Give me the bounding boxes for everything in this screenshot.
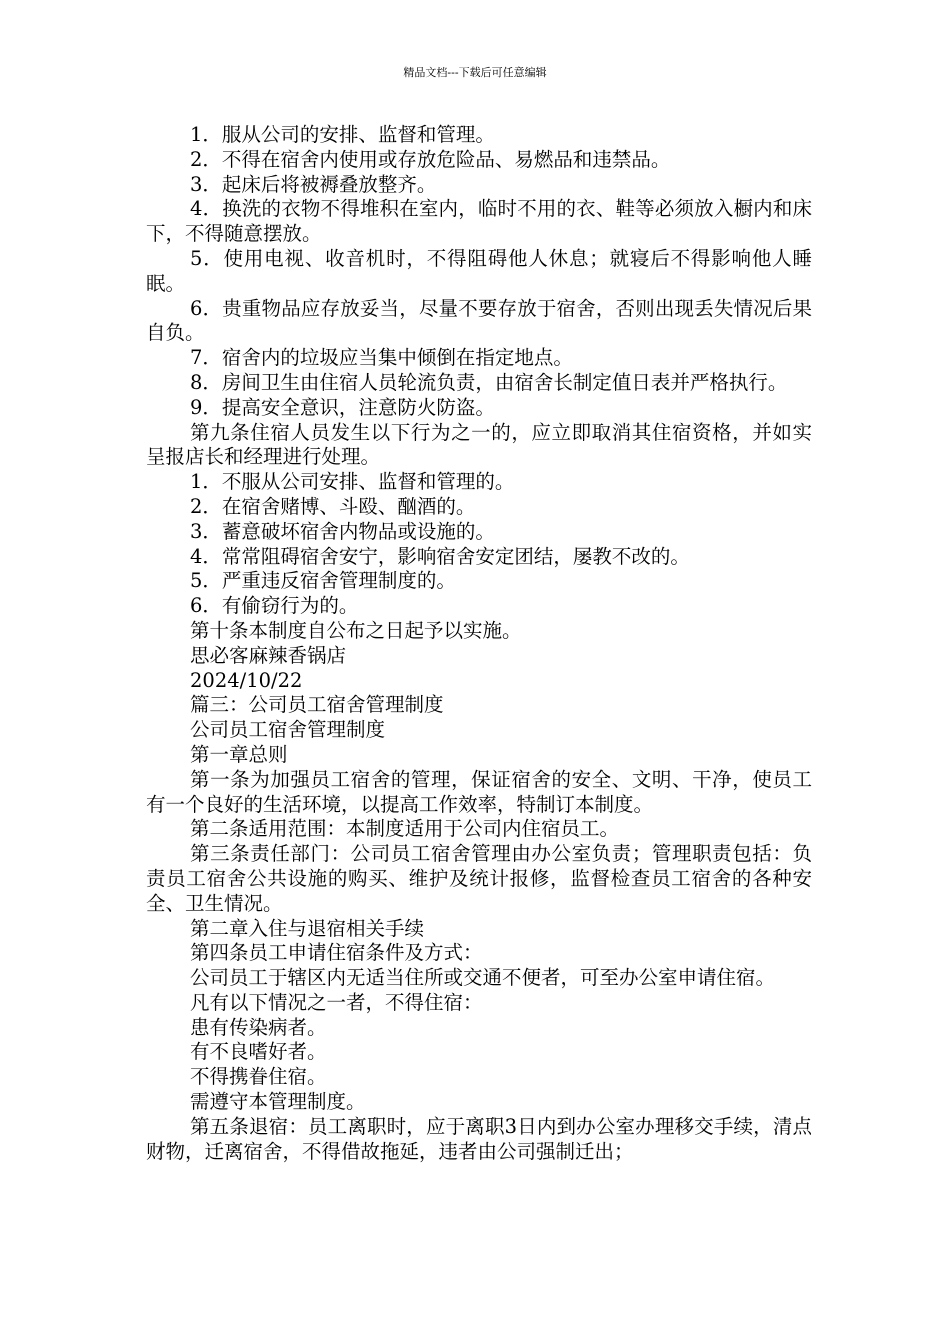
exclusion-item-1: 患有传染病者。 [190, 1015, 327, 1039]
article-1: 第一条为加强员工宿舍的管理，保证宿舍的安全、文明、干净，使员工有一个良好的生活环境，以提高工作效率，特制订本制度。 [146, 767, 812, 816]
exclusion-intro: 凡有以下情况之一者，不得住宿： [190, 990, 483, 1014]
article-4-text: 公司员工于辖区内无适当住所或交通不便者，可至办公室申请住宿。 [190, 966, 776, 990]
violation-item-4: 4．常常阻碍宿舍安宁，影响宿舍安定团结，屡教不改的。 [190, 544, 690, 568]
rule-item-7: 7．宿舍内的垃圾应当集中倾倒在指定地点。 [190, 346, 573, 370]
document-body [146, 123, 812, 1164]
document-title: 公司员工宿舍管理制度 [190, 718, 386, 742]
article-2: 第二条适用范围：本制度适用于公司内住宿员工。 [190, 817, 620, 841]
page-header: 精品文档---下载后可任意编辑 [403, 66, 547, 79]
violation-item-6: 6．有偷窃行为的。 [190, 594, 359, 618]
exclusion-item-4: 需遵守本管理制度。 [190, 1090, 366, 1114]
rule-item-1: 1．服从公司的安排、监督和管理。 [190, 123, 495, 146]
signature-date: 2024/10/22 [190, 668, 303, 692]
violation-item-5: 5．严重违反宿舍管理制度的。 [190, 569, 456, 593]
section-title: 篇三：公司员工宿舍管理制度 [190, 693, 444, 717]
violation-item-2: 2．在宿舍赌博、斗殴、酗酒的。 [190, 494, 476, 518]
chapter-1-heading: 第一章总则 [190, 742, 288, 766]
rule-item-5: 5．使用电视、收音机时，不得阻碍他人休息；就寝后不得影响他人睡眠。 [146, 246, 812, 295]
exclusion-item-3: 不得携眷住宿。 [190, 1065, 327, 1089]
rule-item-6: 6．贵重物品应存放妥当，尽量不要存放于宿舍，否则出现丢失情况后果自负。 [146, 296, 812, 345]
rule-item-3: 3．起床后将被褥叠放整齐。 [190, 172, 437, 196]
article-5: 第五条退宿：员工离职时，应于离职3日内到办公室办理移交手续，清点财物，迁离宿舍，不得借故拖延，违者由公司强制迁出； [146, 1114, 812, 1163]
rule-item-9: 9．提高安全意识，注意防火防盗。 [190, 395, 495, 419]
signature-store-name: 思必客麻辣香锅店 [190, 643, 347, 667]
article-9: 第九条住宿人员发生以下行为之一的，应立即取消其住宿资格，并如实呈报店长和经理进行处理。 [146, 420, 812, 469]
rule-item-4: 4．换洗的衣物不得堆积在室内，临时不用的衣、鞋等必须放入橱内和床下，不得随意摆放。 [146, 197, 812, 246]
rule-item-8: 8．房间卫生由住宿人员轮流负责，由宿舍长制定值日表并严格执行。 [190, 370, 788, 394]
violation-item-1: 1．不服从公司安排、监督和管理的。 [190, 470, 515, 494]
violation-item-3: 3．蓄意破坏宿舍内物品或设施的。 [190, 519, 495, 543]
exclusion-item-2: 有不良嗜好者。 [190, 1040, 327, 1064]
article-10: 第十条本制度自公布之日起予以实施。 [190, 618, 522, 642]
chapter-2-heading: 第二章入住与退宿相关手续 [190, 916, 425, 940]
rule-item-2: 2．不得在宿舍内使用或存放危险品、易燃品和违禁品。 [190, 147, 671, 171]
article-4: 第四条员工申请住宿条件及方式： [190, 941, 483, 965]
article-3: 第三条责任部门：公司员工宿舍管理由办公室负责；管理职责包括：负责员工宿舍公共设施的购买、维护及统计报修，监督检查员工宿舍的各种安全、卫生情况。 [146, 842, 812, 915]
